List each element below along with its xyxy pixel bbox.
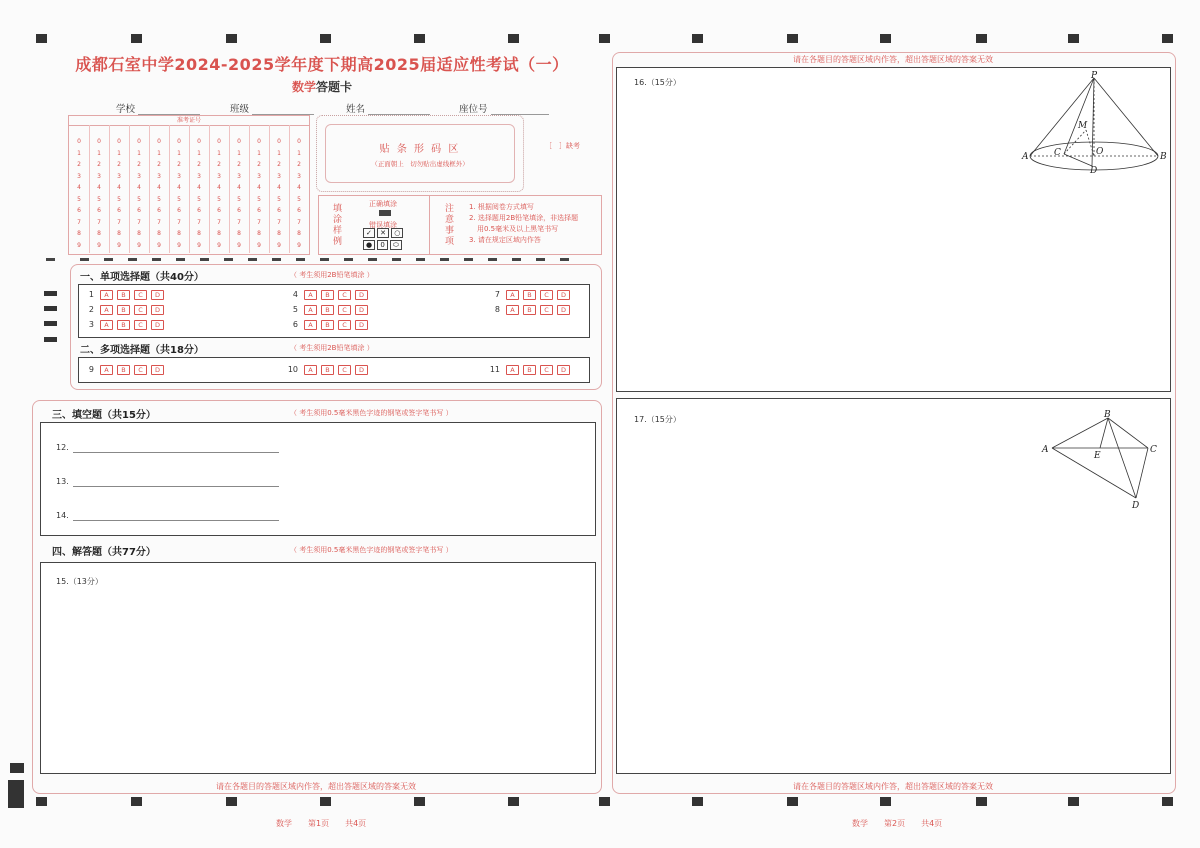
choice-question [78, 365, 168, 375]
id-bubble[interactable]: 6 [257, 207, 261, 214]
id-bubble[interactable]: 8 [137, 230, 141, 237]
option-bubble[interactable]: C [338, 320, 351, 330]
id-bubble[interactable]: 6 [197, 207, 201, 214]
option-bubble[interactable]: C [338, 290, 351, 300]
id-bubble[interactable]: 0 [217, 138, 221, 145]
id-bubble[interactable]: 8 [237, 230, 241, 237]
grid-col-divider [189, 125, 190, 253]
card-label: 答题卡 [316, 80, 353, 94]
id-bubble[interactable]: 6 [297, 207, 301, 214]
id-bubble[interactable]: 9 [297, 241, 301, 249]
id-bubble[interactable]: 4 [77, 184, 81, 191]
id-bubble[interactable]: 7 [297, 218, 301, 226]
id-bubble[interactable]: 9 [217, 241, 221, 249]
id-bubble[interactable]: 0 [97, 138, 101, 145]
fig16-label-A: A [1022, 152, 1029, 162]
id-bubble[interactable]: 9 [97, 241, 101, 249]
id-bubble[interactable]: 1 [97, 149, 101, 157]
id-bubble[interactable]: 9 [277, 241, 281, 249]
section3-note: （ 考生须用0.5毫米黑色字迹的钢笔或签字笔书写 ） [290, 409, 453, 417]
id-bubble[interactable]: 5 [97, 195, 101, 203]
id-bubble[interactable]: 4 [217, 184, 221, 191]
grid-col-divider [169, 125, 170, 253]
tetrahedron-figure [1040, 406, 1165, 510]
id-bubble[interactable]: 3 [177, 172, 181, 180]
card-subtitle [66, 78, 578, 95]
grid-col-divider [89, 125, 90, 253]
id-bubble[interactable]: 1 [217, 149, 221, 157]
id-bubble[interactable]: 3 [237, 172, 241, 180]
fig16-label-M: M [1078, 121, 1088, 131]
q17-label: 17.（15分） [634, 415, 681, 424]
id-bubble[interactable]: 5 [237, 195, 241, 203]
fig16-label-B: B [1160, 152, 1167, 162]
id-bubble[interactable]: 1 [297, 149, 301, 157]
option-bubble[interactable]: D [355, 365, 368, 375]
choice-question [78, 290, 168, 300]
absent-checkbox[interactable]: ［ ］缺考 [545, 142, 580, 150]
id-bubble[interactable]: 5 [177, 195, 181, 203]
id-bubble[interactable]: 3 [297, 172, 301, 180]
id-bubble[interactable]: 7 [217, 218, 221, 226]
id-bubble[interactable]: 3 [137, 172, 141, 180]
notes-label: 注意事项 [445, 204, 455, 247]
id-bubble[interactable]: 7 [97, 218, 101, 226]
q12-label: 12. [56, 443, 69, 452]
wrong-label: 错误填涂 [369, 221, 397, 229]
subject-label: 数学 [291, 80, 316, 94]
id-bubble[interactable]: 9 [257, 241, 261, 249]
notes-list: 1. 根据阅卷方式填写 2. 选择题用2B铅笔填涂，非选择题 用0.5毫米及以上黑笔书写 3. 请在规定区域内作答 [469, 203, 579, 244]
section3-title: 三、填空题（共15分） [52, 410, 156, 421]
barcode-title: 贴 条 形 码 区 [379, 144, 461, 155]
id-bubble[interactable]: 2 [297, 161, 301, 168]
id-bubble[interactable]: 3 [157, 172, 161, 180]
id-bubble[interactable]: 1 [257, 149, 261, 157]
id-bubble[interactable]: 2 [97, 161, 101, 168]
exam-id-label: 准考证号 [69, 116, 309, 126]
boundary-note-left: 请在各题目的答题区域内作答，超出答题区域的答案无效 [216, 782, 416, 791]
option-bubble[interactable]: A [100, 320, 113, 330]
id-bubble[interactable]: 8 [157, 230, 161, 237]
id-bubble[interactable]: 2 [177, 161, 181, 168]
choice-question [282, 305, 372, 315]
page-footer-left: 数学 第1页 共4页 [276, 819, 367, 828]
id-bubble[interactable]: 2 [117, 161, 121, 168]
id-bubble[interactable]: 4 [237, 184, 241, 191]
id-bubble[interactable]: 9 [177, 241, 181, 249]
fig16-label-O: O [1096, 147, 1104, 157]
q15-answer-box[interactable] [40, 562, 596, 774]
q13-label: 13. [56, 477, 69, 486]
option-bubble[interactable]: A [304, 320, 317, 330]
cone-figure [1020, 70, 1168, 175]
id-bubble[interactable]: 8 [97, 230, 101, 237]
option-bubble[interactable]: D [557, 290, 570, 300]
grid-col-divider [249, 125, 250, 253]
q14-line[interactable] [73, 519, 279, 521]
id-bubble[interactable]: 3 [97, 172, 101, 180]
id-bubble[interactable]: 4 [177, 184, 181, 191]
question-number: 10 [287, 365, 298, 374]
option-bubble[interactable]: A [304, 290, 317, 300]
option-bubble[interactable]: B [117, 365, 130, 375]
id-bubble[interactable]: 8 [217, 230, 221, 237]
section4-note: （ 考生须用0.5毫米黑色字迹的钢笔或签字笔书写 ） [290, 546, 453, 554]
name-field[interactable]: 姓名 [346, 101, 430, 115]
id-bubble[interactable]: 0 [297, 138, 301, 145]
grid-col-divider [109, 125, 110, 253]
q16-label: 16.（15分） [634, 78, 681, 87]
option-bubble[interactable]: B [523, 290, 536, 300]
id-bubble[interactable]: 4 [157, 184, 161, 191]
id-bubble[interactable]: 2 [157, 161, 161, 168]
id-bubble[interactable]: 5 [277, 195, 281, 203]
id-bubble[interactable]: 5 [157, 195, 161, 203]
id-bubble[interactable]: 4 [297, 184, 301, 191]
id-bubble[interactable]: 7 [157, 218, 161, 226]
barcode-hint: （正面朝上 切勿贴出虚线框外） [371, 160, 469, 168]
choice-question [282, 365, 372, 375]
id-bubble[interactable]: 0 [157, 138, 161, 145]
id-bubble[interactable]: 7 [237, 218, 241, 226]
barcode-area [316, 115, 524, 192]
section4-title: 四、解答题（共77分） [52, 547, 156, 558]
id-bubble[interactable]: 1 [77, 149, 81, 157]
q13-line[interactable] [73, 485, 279, 487]
option-bubble[interactable]: C [540, 290, 553, 300]
option-bubble[interactable]: D [355, 320, 368, 330]
id-bubble[interactable]: 0 [257, 138, 261, 145]
grid-col-divider [269, 125, 270, 253]
choice-question [484, 305, 574, 315]
option-bubble[interactable]: C [540, 365, 553, 375]
grid-col-divider [129, 125, 130, 253]
option-bubble[interactable]: A [506, 305, 519, 315]
question-number: 1 [88, 290, 94, 299]
grid-col-divider [229, 125, 230, 253]
wrong-marks: ✓ ✕ ○ [363, 229, 403, 237]
option-bubble[interactable]: A [304, 365, 317, 375]
section1-note: （ 考生须用2B铅笔填涂 ） [290, 271, 374, 279]
option-bubble[interactable]: B [523, 365, 536, 375]
choice-question [282, 320, 372, 330]
option-bubble[interactable]: C [338, 305, 351, 315]
id-bubble[interactable]: 2 [137, 161, 141, 168]
option-bubble[interactable]: B [117, 290, 130, 300]
question-number: 6 [292, 320, 298, 329]
id-bubble[interactable]: 3 [197, 172, 201, 180]
id-bubble[interactable]: 6 [177, 207, 181, 214]
id-bubble[interactable]: 8 [297, 230, 301, 237]
id-bubble[interactable]: 6 [237, 207, 241, 214]
option-bubble[interactable]: B [321, 305, 334, 315]
option-bubble[interactable]: D [355, 290, 368, 300]
option-bubble[interactable]: B [321, 290, 334, 300]
id-bubble[interactable]: 1 [157, 149, 161, 157]
id-bubble[interactable]: 2 [217, 161, 221, 168]
id-bubble[interactable]: 1 [117, 149, 121, 157]
correct-label: 正确填涂 [369, 200, 397, 208]
grid-col-divider [149, 125, 150, 253]
seat-field[interactable]: 座位号 [459, 101, 549, 115]
id-bubble[interactable]: 6 [157, 207, 161, 214]
id-bubble[interactable]: 9 [137, 241, 141, 249]
id-bubble[interactable]: 9 [117, 241, 121, 249]
exam-title: 成都石室中学2024-2025学年度下期高2025届适应性考试（一） [75, 55, 569, 74]
id-bubble[interactable]: 6 [217, 207, 221, 214]
option-bubble[interactable]: A [100, 365, 113, 375]
id-bubble[interactable]: 0 [197, 138, 201, 145]
id-bubble[interactable]: 4 [277, 184, 281, 191]
id-bubble[interactable]: 2 [277, 161, 281, 168]
question-number: 4 [292, 290, 298, 299]
id-bubble[interactable]: 0 [177, 138, 181, 145]
id-bubble[interactable]: 5 [217, 195, 221, 203]
id-bubble[interactable]: 5 [117, 195, 121, 203]
question-number: 5 [292, 305, 298, 314]
id-bubble[interactable]: 2 [77, 161, 81, 168]
id-bubble[interactable]: 0 [237, 138, 241, 145]
id-bubble[interactable]: 9 [157, 241, 161, 249]
fig17-label-A: A [1042, 445, 1049, 455]
question-number: 7 [494, 290, 500, 299]
id-bubble[interactable]: 0 [77, 138, 81, 145]
question-number: 2 [88, 305, 94, 314]
question-number: 8 [494, 305, 500, 314]
id-bubble[interactable]: 1 [277, 149, 281, 157]
id-bubble[interactable]: 6 [97, 207, 101, 214]
id-bubble[interactable]: 6 [77, 207, 81, 214]
option-bubble[interactable]: C [338, 365, 351, 375]
id-bubble[interactable]: 5 [137, 195, 141, 203]
option-bubble[interactable]: C [134, 365, 147, 375]
id-bubble[interactable]: 5 [257, 195, 261, 203]
id-bubble[interactable]: 8 [177, 230, 181, 237]
option-bubble[interactable]: D [557, 365, 570, 375]
id-bubble[interactable]: 7 [257, 218, 261, 226]
id-bubble[interactable]: 5 [77, 195, 81, 203]
option-bubble[interactable]: B [117, 305, 130, 315]
id-bubble[interactable]: 8 [77, 230, 81, 237]
q12-line[interactable] [73, 451, 279, 453]
section2-title: 二、多项选择题（共18分） [80, 345, 204, 356]
choice-question [78, 320, 168, 330]
grid-col-divider [289, 125, 290, 253]
id-bubble[interactable]: 3 [117, 172, 121, 180]
fill-sample-box [318, 195, 602, 255]
boundary-note-top: 请在各题目的答题区域内作答，超出答题区域的答案无效 [793, 55, 993, 64]
id-bubble[interactable]: 2 [257, 161, 261, 168]
choice-question [484, 290, 574, 300]
option-bubble[interactable]: D [151, 290, 164, 300]
id-bubble[interactable]: 4 [197, 184, 201, 191]
choice-question [282, 290, 372, 300]
id-bubble[interactable]: 8 [197, 230, 201, 237]
id-bubble[interactable]: 1 [137, 149, 141, 157]
option-bubble[interactable]: C [540, 305, 553, 315]
option-bubble[interactable]: B [321, 320, 334, 330]
option-bubble[interactable]: A [506, 365, 519, 375]
option-bubble[interactable]: D [151, 305, 164, 315]
option-bubble[interactable]: C [134, 290, 147, 300]
id-bubble[interactable]: 6 [117, 207, 121, 214]
question-number: 11 [489, 365, 500, 374]
option-bubble[interactable]: C [134, 305, 147, 315]
id-bubble[interactable]: 5 [297, 195, 301, 203]
id-bubble[interactable]: 9 [237, 241, 241, 249]
wrong-marks-2: ● 0 ⬭ [363, 241, 402, 250]
option-bubble[interactable]: A [100, 290, 113, 300]
id-bubble[interactable]: 9 [197, 241, 201, 249]
id-bubble[interactable]: 7 [137, 218, 141, 226]
correct-mark [379, 210, 391, 216]
id-bubble[interactable]: 7 [277, 218, 281, 226]
id-bubble[interactable]: 0 [277, 138, 281, 145]
option-bubble[interactable]: B [523, 305, 536, 315]
id-bubble[interactable]: 1 [177, 149, 181, 157]
id-bubble[interactable]: 3 [277, 172, 281, 180]
option-bubble[interactable]: D [557, 305, 570, 315]
id-bubble[interactable]: 0 [137, 138, 141, 145]
id-bubble[interactable]: 4 [137, 184, 141, 191]
fig17-label-D: D [1132, 501, 1140, 510]
option-bubble[interactable]: C [134, 320, 147, 330]
page-footer-right: 数学 第2页 共4页 [852, 819, 943, 828]
q15-label: 15.（13分） [56, 577, 103, 586]
section1-title: 一、单项选择题（共40分） [80, 272, 204, 283]
fig17-label-E: E [1094, 451, 1101, 461]
choice-question [78, 305, 168, 315]
question-number: 9 [88, 365, 94, 374]
id-bubble[interactable]: 7 [117, 218, 121, 226]
fig17-label-C: C [1150, 445, 1157, 455]
id-bubble[interactable]: 2 [197, 161, 201, 168]
id-bubble[interactable]: 7 [197, 218, 201, 226]
fig16-label-P: P [1091, 71, 1098, 81]
id-bubble[interactable]: 1 [237, 149, 241, 157]
section2-note: （ 考生须用2B铅笔填涂 ） [290, 344, 374, 352]
q14-label: 14. [56, 511, 69, 520]
option-bubble[interactable]: B [321, 365, 334, 375]
question-number: 3 [88, 320, 94, 329]
id-bubble[interactable]: 6 [277, 207, 281, 214]
id-bubble[interactable]: 3 [257, 172, 261, 180]
id-bubble[interactable]: 4 [257, 184, 261, 191]
id-bubble[interactable]: 2 [237, 161, 241, 168]
option-bubble[interactable]: D [151, 365, 164, 375]
id-bubble[interactable]: 4 [97, 184, 101, 191]
id-bubble[interactable]: 9 [77, 241, 81, 249]
id-bubble[interactable]: 0 [117, 138, 121, 145]
option-bubble[interactable]: D [151, 320, 164, 330]
choice-question [484, 365, 574, 375]
id-bubble[interactable]: 3 [77, 172, 81, 180]
exam-id-grid[interactable] [68, 115, 310, 255]
id-bubble[interactable]: 7 [177, 218, 181, 226]
id-bubble[interactable]: 8 [257, 230, 261, 237]
id-bubble[interactable]: 1 [197, 149, 201, 157]
id-bubble[interactable]: 6 [137, 207, 141, 214]
id-bubble[interactable]: 3 [217, 172, 221, 180]
id-bubble[interactable]: 8 [117, 230, 121, 237]
fill-sample-label: 填涂样例 [333, 204, 343, 247]
grid-col-divider [209, 125, 210, 253]
fig16-label-C: C [1054, 148, 1061, 158]
id-bubble[interactable]: 7 [77, 218, 81, 226]
boundary-note-right: 请在各题目的答题区域内作答，超出答题区域的答案无效 [793, 782, 993, 791]
id-bubble[interactable]: 8 [277, 230, 281, 237]
option-bubble[interactable]: B [117, 320, 130, 330]
id-bubble[interactable]: 4 [117, 184, 121, 191]
option-bubble[interactable]: A [506, 290, 519, 300]
option-bubble[interactable]: D [355, 305, 368, 315]
option-bubble[interactable]: A [100, 305, 113, 315]
class-field[interactable]: 班级 [230, 101, 314, 115]
id-bubble[interactable]: 5 [197, 195, 201, 203]
fig16-label-D: D [1090, 166, 1098, 175]
school-field[interactable]: 学校 [116, 101, 200, 115]
option-bubble[interactable]: A [304, 305, 317, 315]
fig17-label-B: B [1104, 410, 1111, 420]
